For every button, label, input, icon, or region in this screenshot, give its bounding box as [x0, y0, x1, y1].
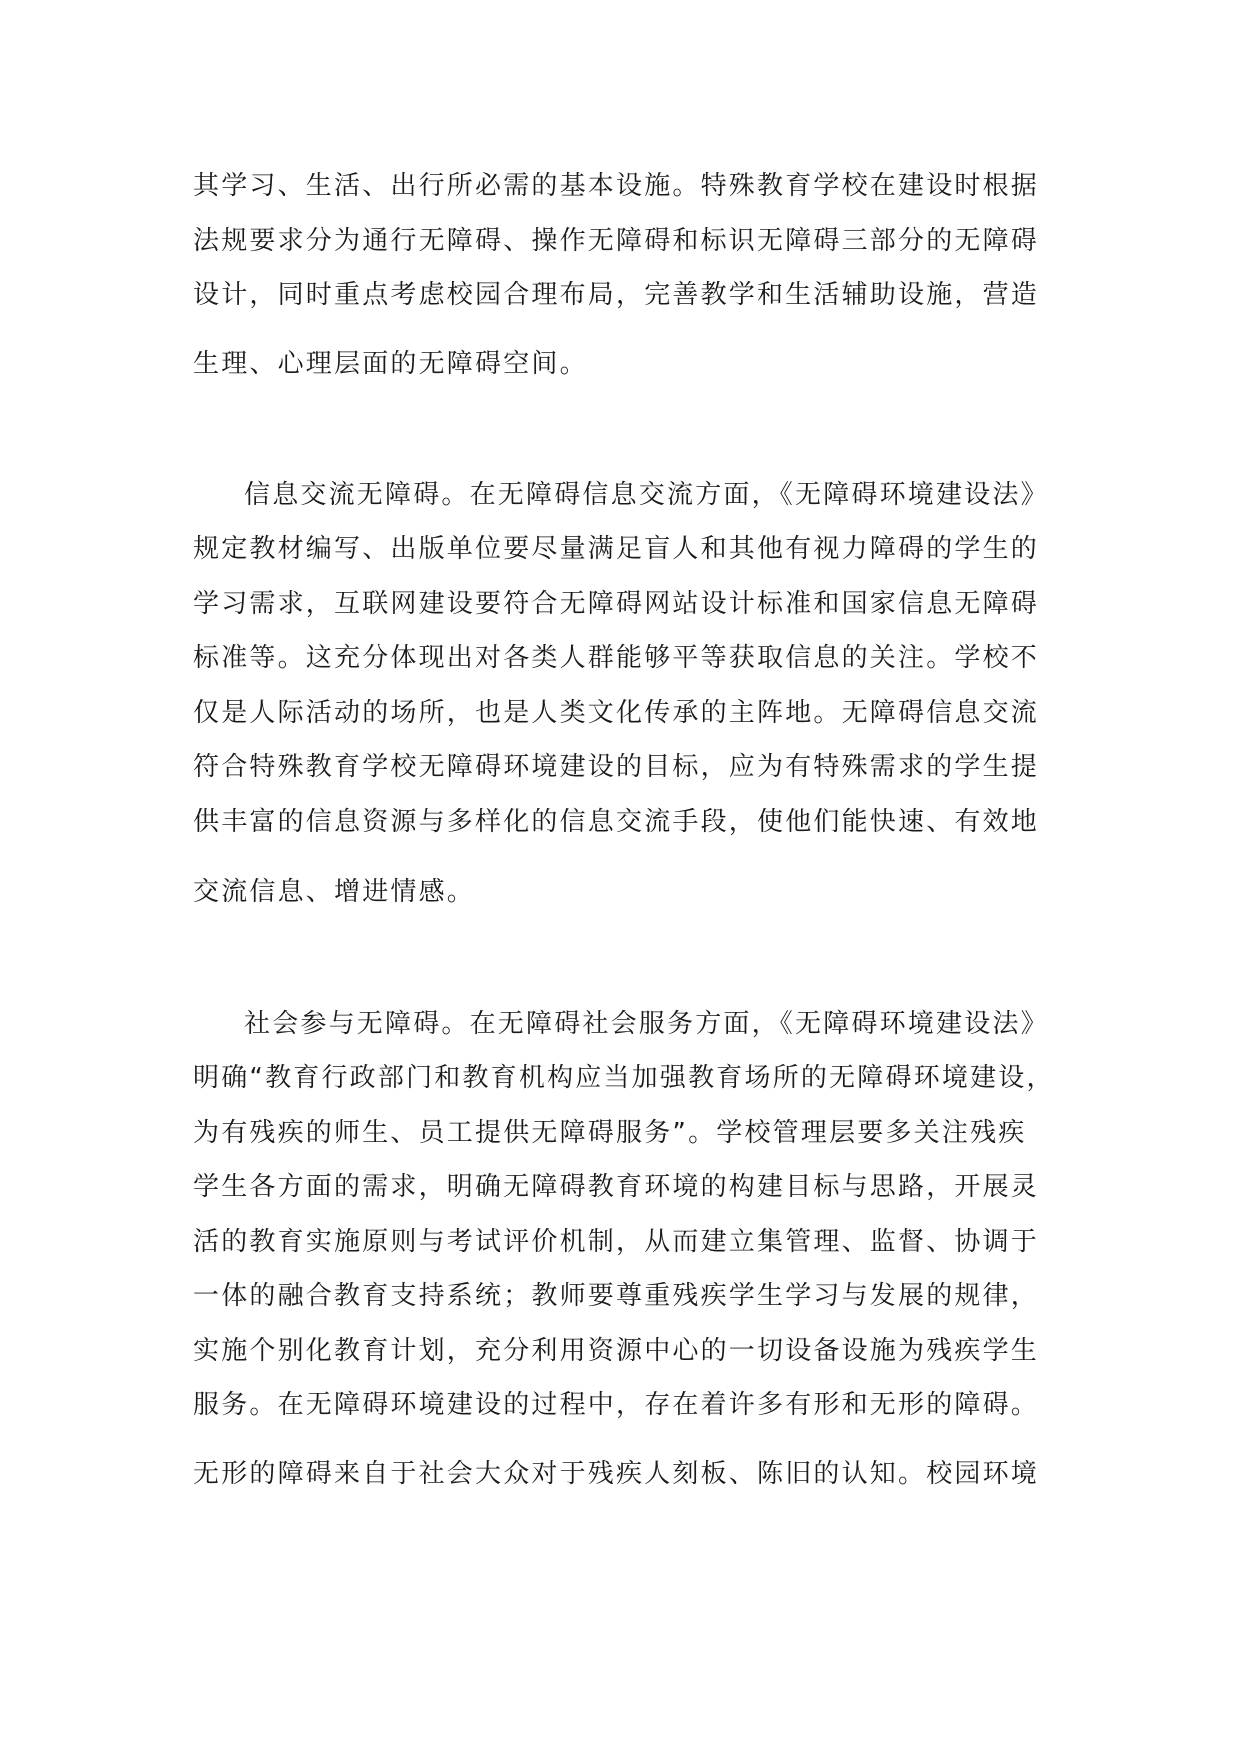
paragraph-2-line-4: 标准等。这充分体现出对各类人群能够平等获取信息的关注。学校不	[193, 643, 1040, 673]
paragraph-2-line-1: 信息交流无障碍。在无障碍信息交流方面，《无障碍环境建设法》	[244, 480, 1049, 510]
paragraph-1-line-4: 生理、心理层面的无障碍空间。	[193, 349, 588, 379]
paragraph-3-line-5: 活的教育实施原则与考试评价机制，从而建立集管理、监督、协调于	[193, 1227, 1040, 1257]
paragraph-2-line-8: 交流信息、增进情感。	[193, 877, 476, 907]
paragraph-3-line-4: 学生各方面的需求，明确无障碍教育环境的构建目标与思路，开展灵	[193, 1172, 1040, 1202]
paragraph-3-line-2: 明确“教育行政部门和教育机构应当加强教育场所的无障碍环境建设，	[193, 1063, 1055, 1093]
paragraph-1-line-1: 其学习、生活、出行所必需的基本设施。特殊教育学校在建设时根据	[193, 171, 1040, 201]
paragraph-1-line-3: 设计，同时重点考虑校园合理布局，完善教学和生活辅助设施，营造	[193, 280, 1040, 310]
paragraph-1-line-2: 法规要求分为通行无障碍、操作无障碍和标识无障碍三部分的无障碍	[193, 226, 1040, 256]
paragraph-3-line-6: 一体的融合教育支持系统；教师要尊重残疾学生学习与发展的规律，	[193, 1281, 1040, 1311]
paragraph-3-line-1: 社会参与无障碍。在无障碍社会服务方面，《无障碍环境建设法》	[244, 1009, 1049, 1039]
paragraph-3-line-9: 无形的障碍来自于社会大众对于残疾人刻板、陈旧的认知。校园环境	[193, 1459, 1040, 1489]
paragraph-3-line-7: 实施个别化教育计划，充分利用资源中心的一切设备设施为残疾学生	[193, 1336, 1040, 1366]
paragraph-2-line-2: 规定教材编写、出版单位要尽量满足盲人和其他有视力障碍的学生的	[193, 534, 1040, 564]
paragraph-2-line-7: 供丰富的信息资源与多样化的信息交流手段，使他们能快速、有效地	[193, 807, 1040, 837]
paragraph-2-line-5: 仅是人际活动的场所，也是人类文化传承的主阵地。无障碍信息交流	[193, 698, 1040, 728]
paragraph-2-line-6: 符合特殊教育学校无障碍环境建设的目标，应为有特殊需求的学生提	[193, 752, 1040, 782]
paragraph-3-line-8: 服务。在无障碍环境建设的过程中，存在着许多有形和无形的障碍。	[193, 1390, 1040, 1420]
paragraph-3-line-3: 为有残疾的师生、员工提供无障碍服务”。学校管理层要多关注残疾	[193, 1118, 1027, 1148]
paragraph-2-line-3: 学习需求，互联网建设要符合无障碍网站设计标准和国家信息无障碍	[193, 589, 1040, 619]
